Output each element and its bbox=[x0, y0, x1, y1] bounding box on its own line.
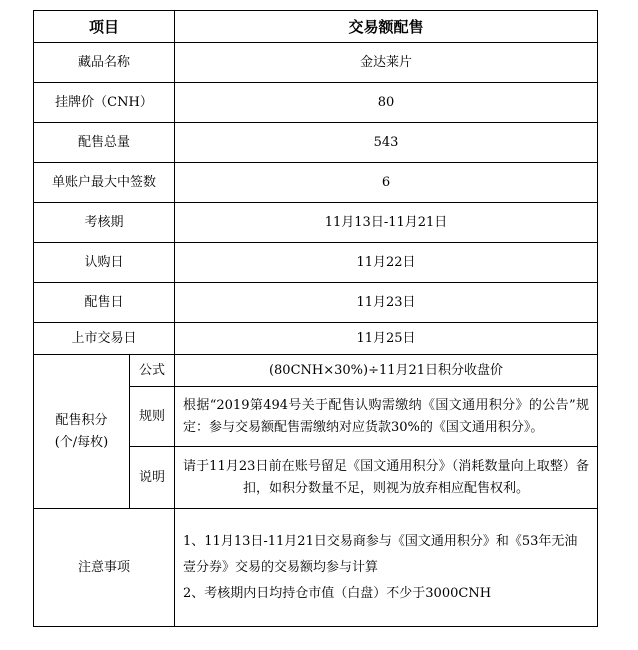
table-row bbox=[34, 243, 598, 283]
explain-label: 说明 bbox=[130, 447, 175, 509]
points-formula-row bbox=[34, 355, 598, 387]
notes-item-1: 1、11月13日-11月21日交易商参与《国文通用积分》和《53年无油壹分券》交易的交易额均参与计算 bbox=[183, 533, 578, 575]
notes-label: 注意事项 bbox=[34, 509, 175, 627]
row-label-collection-name: 藏品名称 bbox=[34, 43, 175, 83]
table-header-row bbox=[34, 11, 598, 43]
notes-content bbox=[175, 509, 598, 627]
formula-label: 公式 bbox=[130, 355, 175, 387]
notes-row bbox=[34, 509, 598, 627]
row-label-list-price: 挂牌价（CNH） bbox=[34, 83, 175, 123]
row-value-total-allotment: 543 bbox=[175, 123, 598, 163]
table-row bbox=[34, 83, 598, 123]
table-row bbox=[34, 123, 598, 163]
table-row bbox=[34, 283, 598, 323]
points-label bbox=[34, 355, 130, 509]
allotment-table bbox=[33, 10, 598, 627]
row-value-max-per-account: 6 bbox=[175, 163, 598, 203]
row-label-max-per-account: 单账户最大中签数 bbox=[34, 163, 175, 203]
formula-value: (80CNH×30%)÷11月21日积分收盘价 bbox=[175, 355, 598, 387]
table-row bbox=[34, 43, 598, 83]
row-label-subscription-day: 认购日 bbox=[34, 243, 175, 283]
row-value-listing-day: 11月25日 bbox=[175, 323, 598, 355]
row-value-subscription-day: 11月22日 bbox=[175, 243, 598, 283]
table-row bbox=[34, 203, 598, 243]
row-value-collection-name: 金达莱片 bbox=[175, 43, 598, 83]
header-type: 交易额配售 bbox=[175, 11, 598, 43]
rule-value: 根据“2019第494号关于配售认购需缴纳《国文通用积分》的公告”规定：参与交易额配售需缴纳对应货款30%的《国文通用积分》。 bbox=[175, 387, 598, 447]
row-value-list-price: 80 bbox=[175, 83, 598, 123]
row-label-allotment-day: 配售日 bbox=[34, 283, 175, 323]
points-label-line1: 配售积分 bbox=[55, 412, 108, 428]
row-value-assessment-period: 11月13日-11月21日 bbox=[175, 203, 598, 243]
row-value-allotment-day: 11月23日 bbox=[175, 283, 598, 323]
header-item: 项目 bbox=[34, 11, 175, 43]
table-row bbox=[34, 163, 598, 203]
points-label-line2: (个/每枚) bbox=[54, 434, 109, 450]
notes-item-2: 2、考核期内日均持仓市值（白盘）不少于3000CNH bbox=[183, 585, 492, 601]
row-label-total-allotment: 配售总量 bbox=[34, 123, 175, 163]
rule-label: 规则 bbox=[130, 387, 175, 447]
row-label-assessment-period: 考核期 bbox=[34, 203, 175, 243]
table-row bbox=[34, 323, 598, 355]
row-label-listing-day: 上市交易日 bbox=[34, 323, 175, 355]
explain-value: 请于11月23日前在账号留足《国文通用积分》（消耗数量向上取整）备扣，如积分数量不足，则视为放弃相应配售权利。 bbox=[175, 447, 598, 509]
